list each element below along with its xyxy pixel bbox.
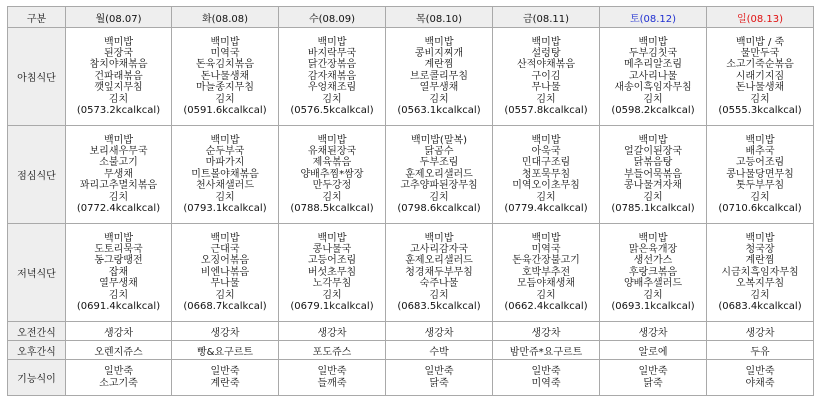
menu-item: 브로콜리무침 [410, 70, 468, 82]
menu-item: 김치 [643, 289, 663, 301]
menu-item: 무나물 [531, 82, 561, 94]
calorie-text: (0798.6kcalkcal) [397, 202, 481, 214]
menu-item: 청포묵무침 [521, 168, 571, 180]
porridge-item: 미역죽 [531, 377, 561, 389]
menu-cell [707, 28, 814, 126]
menu-item: 잡채 [108, 266, 129, 278]
lunch-row [8, 126, 814, 224]
snack-cell: 생강차 [66, 322, 172, 341]
calorie-text: (0779.4kcalkcal) [504, 202, 588, 214]
menu-item: 열무생채 [419, 82, 459, 94]
row-label-pm-snack: 오후간식 [8, 341, 66, 360]
menu-item: 순두부국 [205, 146, 245, 158]
menu-item: 꽈리고추멸치볶음 [79, 180, 158, 192]
porridge-item: 닭죽 [643, 377, 663, 389]
calorie-text: (0662.4kcalkcal) [504, 300, 588, 312]
menu-item: 시금치흑임자무침 [721, 266, 799, 278]
menu-item: 부들어묵볶음 [624, 168, 682, 180]
calorie-text: (0785.1kcalkcal) [611, 202, 695, 214]
menu-item: 계란찜 [424, 59, 454, 71]
menu-item: 돈나물생채 [200, 70, 250, 82]
menu-item: 백미밥 [104, 134, 133, 146]
menu-cell [707, 126, 814, 224]
menu-item: 참치야채볶음 [89, 59, 148, 71]
menu-item: 김치 [322, 93, 342, 105]
menu-item: 김치 [215, 191, 235, 203]
snack-cell: 생강차 [707, 322, 814, 341]
menu-item: 메추리알조림 [624, 59, 682, 71]
menu-item: 백미밥 [104, 232, 133, 244]
calorie-text: (0683.5kcalkcal) [397, 300, 481, 312]
menu-item: 아욱국 [531, 146, 561, 158]
calorie-text: (0693.1kcalkcal) [611, 300, 695, 312]
menu-item: 훈제오리샐러드 [405, 255, 473, 267]
calorie-text: (0563.1kcalkcal) [397, 104, 481, 116]
menu-cell [66, 28, 172, 126]
menu-item: 보리새우무국 [89, 146, 148, 158]
menu-item: 김치 [750, 93, 770, 105]
menu-item: 바지락무국 [307, 48, 357, 60]
porridge-item: 들깨죽 [317, 377, 347, 389]
porridge-item: 일반죽 [638, 366, 668, 378]
menu-item: 계란찜 [745, 255, 775, 267]
functional-cell [279, 360, 386, 396]
calorie-text: (0598.2kcalkcal) [611, 104, 695, 116]
menu-item: 오복지무침 [735, 278, 785, 290]
menu-item: 배추국 [745, 146, 775, 158]
menu-item: 김치 [108, 93, 129, 105]
calorie-text: (0576.5kcalkcal) [290, 104, 374, 116]
menu-item: 백미밥 [638, 36, 668, 48]
menu-item: 두부김칫국 [628, 48, 678, 60]
functional-cell [600, 360, 707, 396]
breakfast-row [8, 28, 814, 126]
porridge-item: 일반죽 [104, 366, 133, 378]
menu-cell [600, 224, 707, 322]
menu-item: 미역국 [531, 244, 561, 256]
porridge-item: 야채죽 [745, 377, 775, 389]
functional-cell [172, 360, 279, 396]
menu-item: 김치 [536, 289, 556, 301]
row-label-lunch: 점심식단 [8, 126, 66, 224]
calorie-text: (0591.6kcalkcal) [183, 104, 267, 116]
menu-item: 톳두부무침 [735, 180, 785, 192]
menu-cell [386, 224, 493, 322]
menu-item: 콩나물국 [312, 244, 352, 256]
day-header: 화(08.08) [172, 7, 279, 28]
menu-item: 훈제오리샐러드 [405, 168, 473, 180]
menu-item: 김치 [215, 93, 235, 105]
menu-cell [600, 126, 707, 224]
menu-item: 콩나물당면무침 [726, 168, 794, 180]
day-header: 금(08.11) [493, 7, 600, 28]
menu-item: 돈나물생채 [735, 82, 785, 94]
menu-item: 오징어볶음 [200, 255, 250, 267]
menu-item: 콩나물겨자채 [624, 180, 682, 192]
menu-item: 백미밥 [104, 36, 133, 48]
calorie-text: (0573.2kcalkcal) [76, 104, 161, 116]
menu-item: 백미밥 [317, 134, 347, 146]
menu-item: 김치 [322, 191, 342, 203]
menu-item: 백미밥 [638, 134, 668, 146]
menu-item: 청경채두부무침 [405, 266, 473, 278]
dinner-row [8, 224, 814, 322]
row-label-am-snack: 오전간식 [8, 322, 66, 341]
menu-item: 양배추찜*쌈장 [300, 168, 364, 180]
menu-item: 물만두국 [740, 48, 780, 60]
menu-item: 미역국 [210, 48, 240, 60]
menu-item: 김치 [215, 289, 235, 301]
corner-header: 구분 [8, 7, 66, 28]
menu-cell [172, 28, 279, 126]
menu-item: 김치 [750, 289, 770, 301]
porridge-item: 일반죽 [745, 366, 775, 378]
snack-cell: 생강차 [493, 322, 600, 341]
menu-item: 김치 [643, 191, 663, 203]
menu-item: 만두강정 [312, 180, 352, 192]
am-snack-row [8, 322, 814, 341]
calorie-text: (0668.7kcalkcal) [183, 300, 267, 312]
menu-item: 우엉채조림 [307, 82, 357, 94]
menu-item: 백미밥 [745, 232, 775, 244]
menu-cell [279, 28, 386, 126]
menu-cell [493, 28, 600, 126]
table-body [8, 28, 814, 396]
day-header: 목(08.10) [386, 7, 493, 28]
weekly-meal-table [7, 6, 814, 396]
menu-item: 백미밥 / 죽 [735, 36, 785, 48]
menu-item: 후랑크볶음 [628, 266, 678, 278]
menu-item: 소불고기 [99, 157, 138, 169]
menu-item: 김치 [429, 93, 449, 105]
porridge-item: 계란죽 [210, 377, 240, 389]
snack-cell: 오렌지쥬스 [66, 341, 172, 360]
menu-item: 마늘종지무침 [196, 82, 254, 94]
functional-row [8, 360, 814, 396]
functional-cell [707, 360, 814, 396]
calorie-text: (0793.1kcalkcal) [183, 202, 267, 214]
calorie-text: (0772.4kcalkcal) [76, 202, 161, 214]
calorie-text: (0691.4kcalkcal) [76, 300, 161, 312]
menu-item: 모듬야채생채 [517, 278, 575, 290]
pm-snack-row [8, 341, 814, 360]
menu-item: 깻잎지무침 [94, 82, 143, 94]
menu-item: 된장국 [104, 48, 133, 60]
menu-item: 민대구조림 [521, 157, 571, 169]
menu-cell [172, 224, 279, 322]
day-header: 수(08.09) [279, 7, 386, 28]
menu-item: 생선가스 [633, 255, 673, 267]
menu-item: 돈육김치볶음 [196, 59, 254, 71]
menu-item: 고사리감자국 [410, 244, 468, 256]
menu-item: 청국장 [745, 244, 775, 256]
menu-item: 호박부추전 [521, 266, 571, 278]
menu-item: 백미밥 [531, 232, 561, 244]
menu-item: 구이김 [531, 70, 561, 82]
calorie-text: (0679.1kcalkcal) [290, 300, 374, 312]
menu-cell [172, 126, 279, 224]
porridge-item: 일반죽 [317, 366, 347, 378]
calorie-text: (0557.8kcalkcal) [504, 104, 588, 116]
snack-cell: 생강차 [279, 322, 386, 341]
snack-cell: 빵&요구르트 [172, 341, 279, 360]
porridge-item: 일반죽 [424, 366, 454, 378]
snack-cell: 포도쥬스 [279, 341, 386, 360]
menu-item: 김치 [108, 289, 129, 301]
menu-item: 맑은육개장 [628, 244, 678, 256]
menu-item: 제육볶음 [312, 157, 352, 169]
menu-item: 백미밥 [210, 134, 240, 146]
menu-item: 김치 [429, 191, 449, 203]
snack-cell: 생강차 [386, 322, 493, 341]
menu-item: 백미밥 [210, 232, 240, 244]
menu-item: 백미밥(말복) [410, 134, 468, 146]
calorie-text: (0788.5kcalkcal) [290, 202, 374, 214]
menu-cell [707, 224, 814, 322]
menu-item: 근대국 [210, 244, 240, 256]
porridge-item: 닭죽 [429, 377, 449, 389]
menu-item: 닭곰수 [424, 146, 454, 158]
menu-item: 설렁탕 [531, 48, 561, 60]
day-header: 토(08.12) [600, 7, 707, 28]
functional-cell [386, 360, 493, 396]
menu-item: 산적야채볶음 [517, 59, 575, 71]
menu-item: 백미밥 [317, 232, 347, 244]
header-row [8, 7, 814, 28]
menu-item: 감자채볶음 [307, 70, 357, 82]
menu-item: 김치 [536, 191, 556, 203]
calorie-text: (0710.6kcalkcal) [718, 202, 802, 214]
snack-cell: 생강차 [172, 322, 279, 341]
menu-cell [279, 224, 386, 322]
menu-item: 천사채샐러드 [196, 180, 254, 192]
porridge-item: 소고기죽 [99, 377, 138, 389]
snack-cell: 수박 [386, 341, 493, 360]
menu-item: 닭볶음탕 [633, 157, 673, 169]
menu-item: 닭간장볶음 [307, 59, 357, 71]
menu-cell [386, 126, 493, 224]
porridge-item: 일반죽 [210, 366, 240, 378]
snack-cell: 두유 [707, 341, 814, 360]
menu-cell [66, 224, 172, 322]
menu-item: 김치 [429, 289, 449, 301]
menu-cell [493, 224, 600, 322]
menu-item: 백미밥 [745, 134, 775, 146]
menu-item: 동그랑땡전 [94, 255, 143, 267]
row-label-dinner: 저녁식단 [8, 224, 66, 322]
menu-item: 두부조림 [419, 157, 459, 169]
snack-cell: 알로에 [600, 341, 707, 360]
menu-item: 노각무침 [312, 278, 352, 290]
menu-cell [600, 28, 707, 126]
menu-item: 양배추샐러드 [624, 278, 682, 290]
menu-item: 비엔나볶음 [200, 266, 250, 278]
snack-cell: 생강차 [600, 322, 707, 341]
row-label-functional: 기능식이 [8, 360, 66, 396]
menu-item: 김치 [750, 191, 770, 203]
menu-item: 백미밥 [424, 232, 454, 244]
calorie-text: (0555.3kcalkcal) [718, 104, 802, 116]
menu-item: 백미밥 [638, 232, 668, 244]
menu-item: 백미밥 [424, 36, 454, 48]
functional-cell [66, 360, 172, 396]
menu-item: 무나물 [210, 278, 240, 290]
functional-cell [493, 360, 600, 396]
menu-item: 콩비지찌개 [414, 48, 464, 60]
menu-item: 고등어조림 [735, 157, 785, 169]
menu-item: 버섯초무침 [307, 266, 357, 278]
menu-item: 김치 [536, 93, 556, 105]
menu-item: 얼갈이된장국 [624, 146, 682, 158]
menu-cell [493, 126, 600, 224]
day-header: 월(08.07) [66, 7, 172, 28]
menu-item: 숙주나물 [419, 278, 459, 290]
menu-item: 김치 [643, 93, 663, 105]
menu-item: 백미밥 [531, 134, 561, 146]
menu-cell [66, 126, 172, 224]
menu-item: 백미밥 [210, 36, 240, 48]
menu-item: 돈육간장불고기 [512, 255, 580, 267]
menu-item: 미트볼야채볶음 [191, 168, 259, 180]
calorie-text: (0683.4kcalkcal) [718, 300, 802, 312]
menu-item: 백미밥 [317, 36, 347, 48]
menu-cell [279, 126, 386, 224]
menu-item: 유채된장국 [307, 146, 357, 158]
menu-item: 소고기죽순볶음 [726, 59, 794, 71]
menu-item: 시래기지짐 [735, 70, 785, 82]
menu-item: 도토리묵국 [94, 244, 143, 256]
menu-item: 미역오이초무침 [512, 180, 580, 192]
menu-item: 마파가지 [205, 157, 245, 169]
day-header: 일(08.13) [707, 7, 814, 28]
snack-cell: 밤만쥬*요구르트 [493, 341, 600, 360]
menu-item: 열무생채 [99, 278, 138, 290]
menu-item: 고등어조림 [307, 255, 357, 267]
menu-item: 고사리나물 [628, 70, 678, 82]
menu-item: 김치 [108, 191, 129, 203]
menu-table-wrapper [7, 6, 813, 396]
menu-item: 고추양파된장무침 [400, 180, 478, 192]
menu-item: 백미밥 [531, 36, 561, 48]
menu-item: 새송이흑임자무침 [614, 82, 692, 94]
row-label-breakfast: 아침식단 [8, 28, 66, 126]
menu-item: 건파래볶음 [94, 70, 143, 82]
menu-cell [386, 28, 493, 126]
menu-item: 무생채 [104, 168, 133, 180]
porridge-item: 일반죽 [531, 366, 561, 378]
menu-item: 김치 [322, 289, 342, 301]
